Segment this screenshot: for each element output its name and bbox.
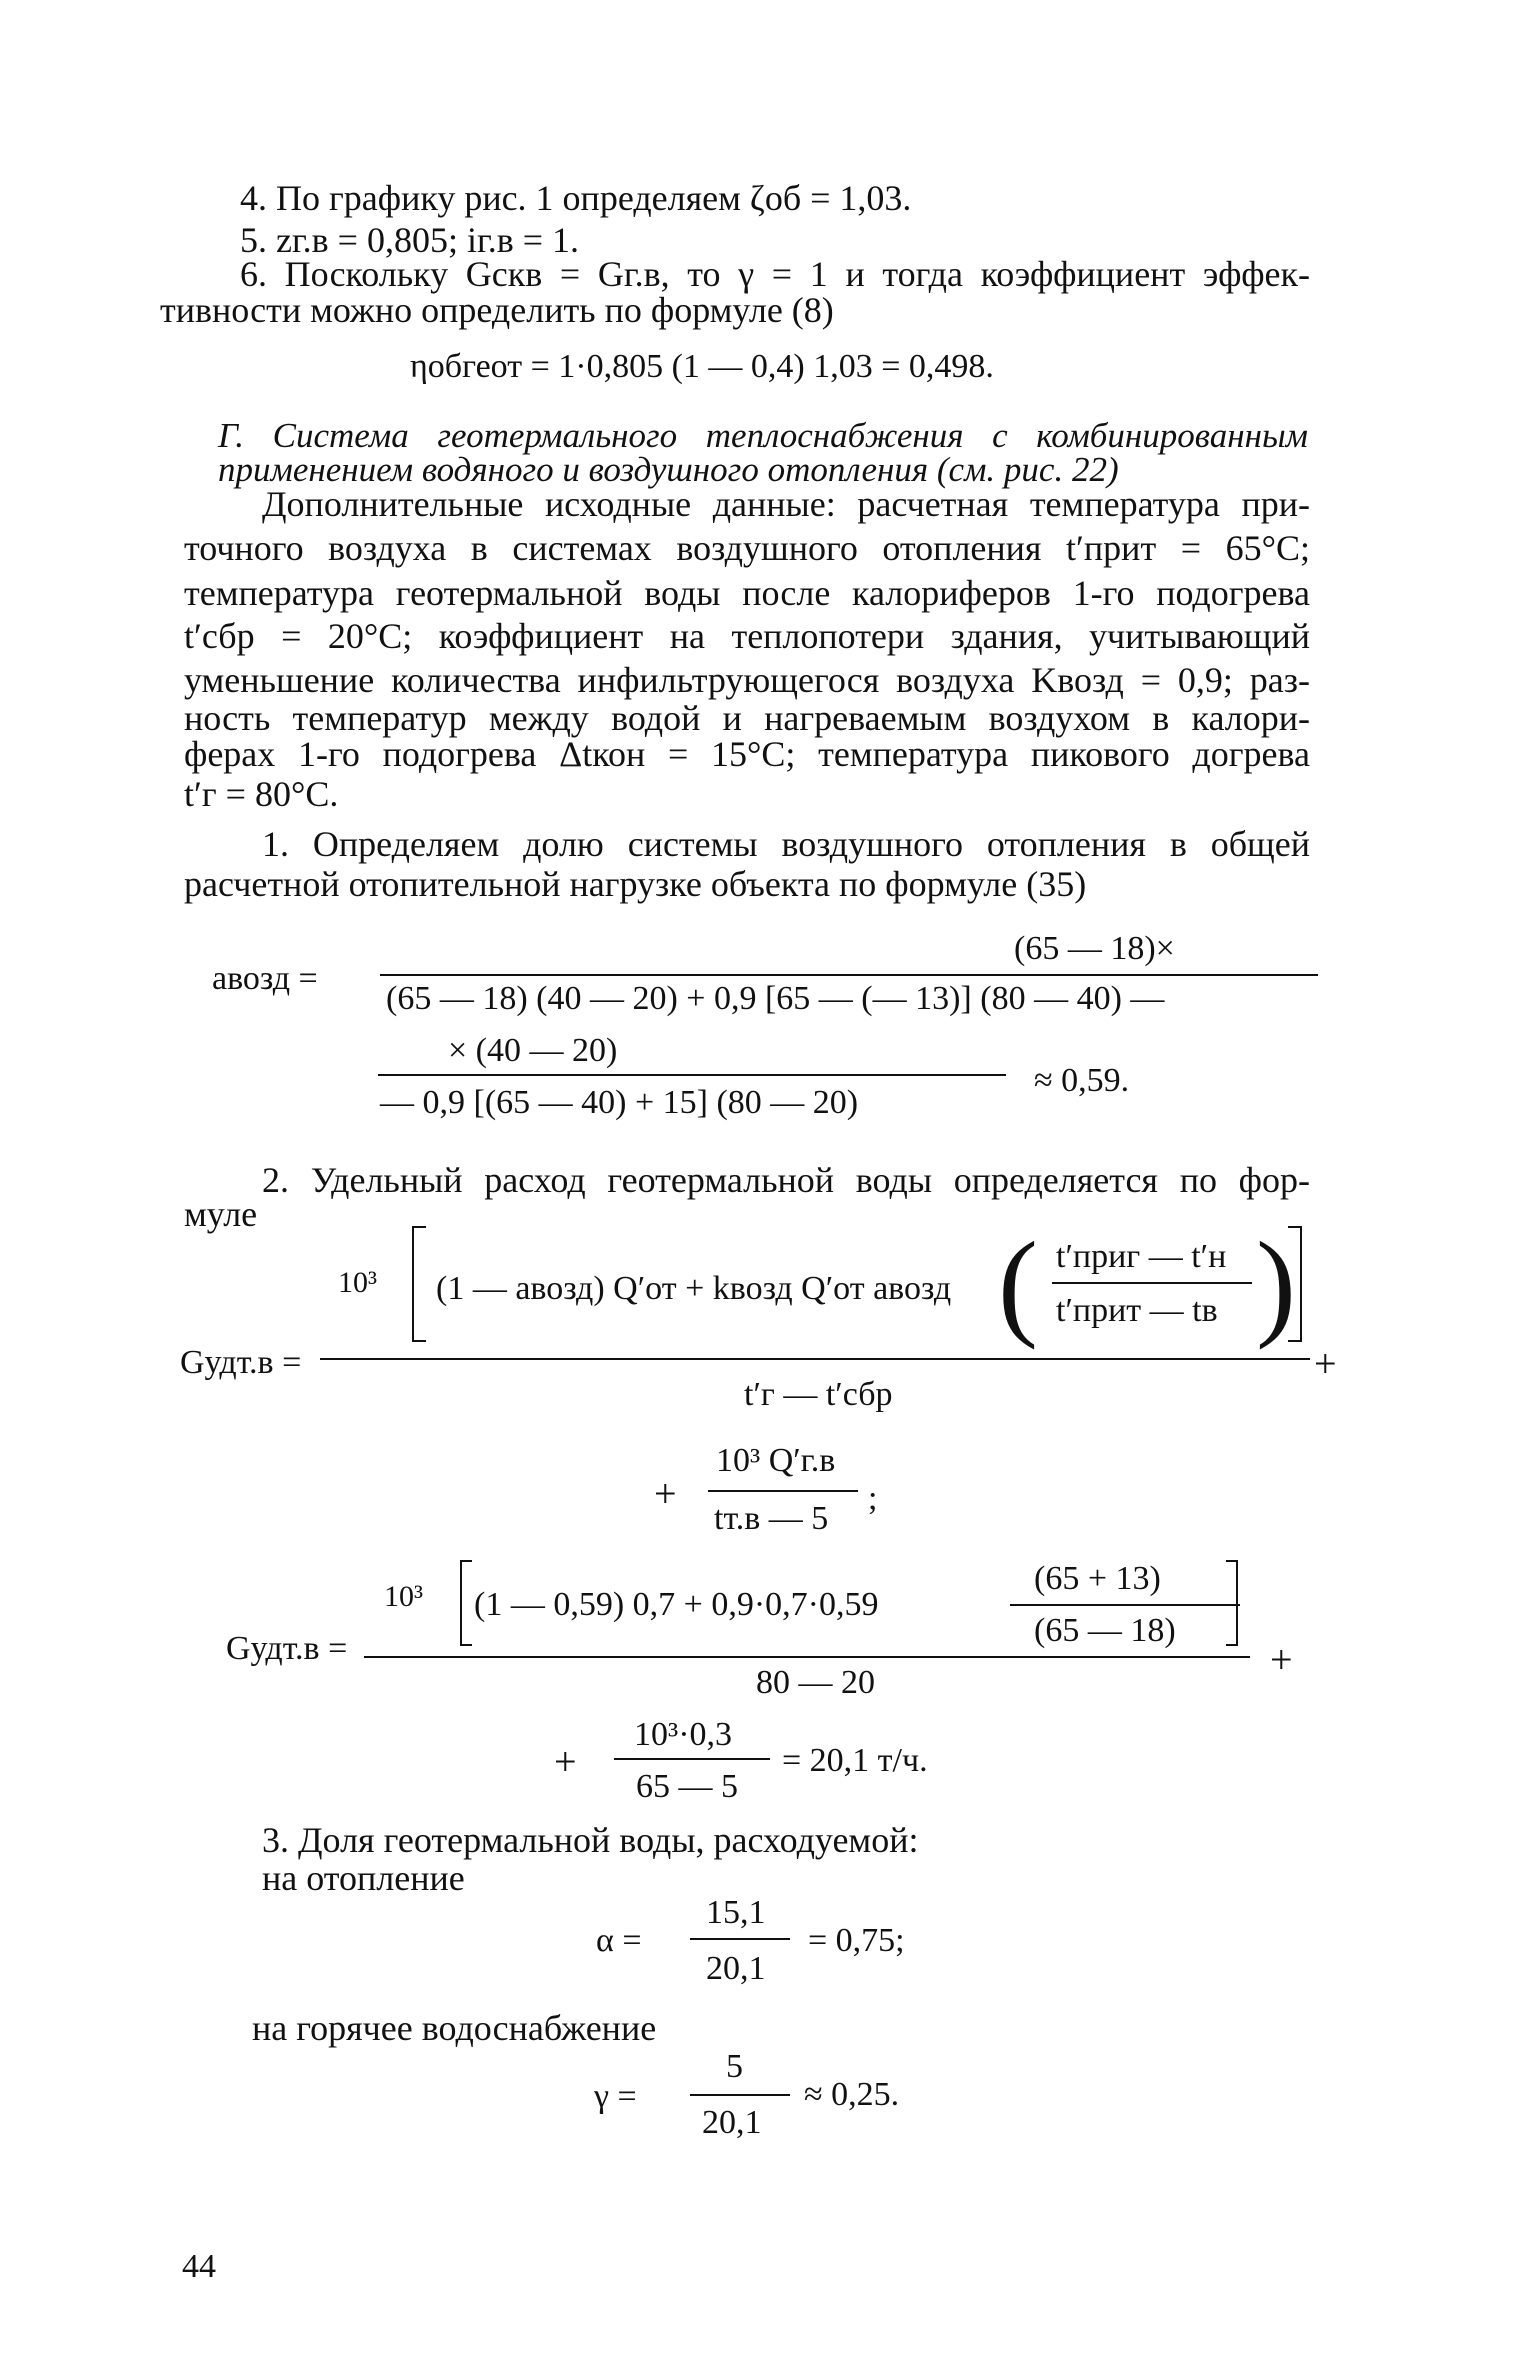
alpha-result: = 0,75; (808, 1922, 905, 1959)
g-ud-calc-left-bracket (460, 1560, 462, 1646)
g-ud-main-fraction-bar (320, 1358, 1310, 1360)
g-ud-left-bracket-top (412, 1226, 426, 1228)
g-ud-term2-plus: + (654, 1471, 677, 1516)
g-ud-calc-term2-plus: + (554, 1739, 577, 1784)
gamma-result: ≈ 0,25. (804, 2076, 900, 2113)
g-ud-lhs: Gудт.в = (180, 1344, 302, 1381)
paragraph-line-7: ферах 1-го подогрева Δtкон = 15°С; температура пикового догрева (184, 734, 1310, 774)
g-ud-term2-bar (708, 1490, 858, 1492)
g-ud-calc-lhs: Gудт.в = (226, 1630, 348, 1667)
paragraph-line-4: t′сбр = 20°С; коэффициент на теплопотери здания, учитывающий (184, 616, 1310, 656)
step-3-line-2: на отопление (262, 1858, 465, 1898)
g-ud-term2-denominator: tт.в — 5 (714, 1500, 829, 1537)
g-ud-right-bracket-bottom (1288, 1340, 1302, 1342)
g-ud-left-bracket (412, 1226, 414, 1342)
g-ud-calc-right-bracket-top (1226, 1560, 1238, 1562)
alpha-numerator: 15,1 (706, 1894, 766, 1931)
g-ud-calc-term2-bar (614, 1758, 770, 1760)
g-ud-calc-main-bar (364, 1656, 1250, 1658)
g-ud-plus: + (1314, 1341, 1337, 1386)
paragraph-line-6: ность температур между водой и нагреваемым воздухом в калори- (184, 698, 1310, 738)
g-ud-calc-inner-bar (1010, 1604, 1240, 1606)
a-vozd-numerator-1: (65 — 18)× (1014, 930, 1175, 967)
alpha-denominator: 20,1 (706, 1950, 766, 1987)
step-1-line-2: расчетной отопительной нагрузке объекта по формуле (35) (184, 864, 1087, 904)
g-ud-calc-coefficient: 10³ (384, 1580, 423, 1613)
section-title-line-2: применением водяного и воздушного отопления (см. рис. 22) (218, 450, 1119, 489)
item-6-line-1: 6. Поскольку Gскв = Gг.в, то γ = 1 и тогда коэффициент эффек- (240, 254, 1310, 294)
g-ud-calc-inner-numerator: (65 + 13) (1034, 1560, 1161, 1597)
gamma-denominator: 20,1 (702, 2104, 762, 2141)
paragraph-line-1: Дополнительные исходные данные: расчетная температура при- (262, 484, 1310, 524)
efficiency-formula: ηобгеот = 1·0,805 (1 — 0,4) 1,03 = 0,498. (410, 348, 994, 385)
g-ud-inner-denominator: t′прит — tв (1056, 1292, 1218, 1329)
g-ud-paren-open: ( (998, 1217, 1038, 1350)
item-4: 4. По графику рис. 1 определяем ζоб = 1,03. (240, 178, 912, 218)
g-ud-paren-close: ) (1256, 1217, 1296, 1350)
g-ud-calc-left-bracket-top (460, 1560, 472, 1562)
g-ud-left-bracket-bottom (412, 1340, 426, 1342)
g-ud-calc-right-bracket-bottom (1226, 1644, 1238, 1646)
a-vozd-fraction-bar-2 (378, 1074, 1006, 1076)
a-vozd-result: ≈ 0,59. (1034, 1062, 1130, 1099)
gamma-numerator: 5 (726, 2048, 743, 2085)
gamma-lhs: γ = (594, 2078, 637, 2115)
g-ud-inner-bar (1052, 1282, 1252, 1284)
g-ud-inner-numerator: t′приг — t′н (1056, 1238, 1227, 1275)
g-ud-calc-right-bracket (1236, 1560, 1238, 1646)
g-ud-calc-plus: + (1270, 1637, 1293, 1682)
step-3-line-1: 3. Доля геотермальной воды, расходуемой: (262, 1820, 919, 1860)
g-ud-right-bracket (1300, 1226, 1302, 1342)
g-ud-bracket-expression: (1 — aвозд) Q′от + kвозд Q′от aвозд (436, 1270, 952, 1307)
a-vozd-fraction-bar-1 (380, 974, 1318, 976)
g-ud-calc-inner-denominator: (65 — 18) (1034, 1612, 1176, 1649)
g-ud-denominator: t′г — t′сбр (744, 1376, 893, 1413)
paragraph-line-8: t′г = 80°С. (184, 774, 339, 814)
step-3-line-3: на горячее водоснабжение (252, 2008, 657, 2048)
g-ud-calc-left-bracket-bottom (460, 1644, 472, 1646)
g-ud-calc-denominator: 80 — 20 (756, 1664, 875, 1701)
a-vozd-denominator-2: — 0,9 [(65 — 40) + 15] (80 — 20) (380, 1084, 859, 1121)
g-ud-right-bracket-top (1288, 1226, 1302, 1228)
g-ud-term2-numerator: 10³ Q′г.в (716, 1442, 836, 1479)
g-ud-coefficient: 10³ (338, 1266, 377, 1299)
page-number: 44 (182, 2248, 216, 2285)
section-title-line-1: Г. Система геотермального теплоснабжения с комбинированным (218, 416, 1308, 455)
step-2-line-2: муле (184, 1194, 258, 1234)
alpha-bar (690, 1938, 790, 1940)
g-ud-calc-expression: (1 — 0,59) 0,7 + 0,9·0,7·0,59 (474, 1586, 879, 1623)
g-ud-calc-term2-numerator: 10³·0,3 (634, 1716, 733, 1753)
paragraph-line-5: уменьшение количества инфильтрующегося воздуха Kвозд = 0,9; раз- (184, 660, 1310, 700)
step-2-line-1: 2. Удельный расход геотермальной воды определяется по фор- (262, 1160, 1310, 1200)
item-5: 5. zг.в = 0,805; iг.в = 1. (240, 220, 579, 260)
a-vozd-numerator-2: × (40 — 20) (448, 1032, 618, 1069)
g-ud-term2-end: ; (868, 1480, 878, 1517)
step-1-line-1: 1. Определяем долю системы воздушного отопления в общей (262, 824, 1310, 864)
a-vozd-lhs: aвозд = (212, 960, 318, 997)
item-6-line-2: тивности можно определить по формуле (8) (160, 290, 834, 330)
a-vozd-denominator-1: (65 — 18) (40 — 20) + 0,9 [65 — (— 13)] (80 — 40) — (386, 980, 1165, 1017)
g-ud-calc-result: = 20,1 т/ч. (782, 1742, 928, 1779)
paragraph-line-2: точного воздуха в системах воздушного отопления t′прит = 65°С; (184, 528, 1310, 568)
paragraph-line-3: температура геотермальной воды после калориферов 1-го подогрева (184, 573, 1310, 613)
alpha-lhs: α = (596, 1922, 642, 1959)
g-ud-calc-term2-denominator: 65 — 5 (636, 1768, 738, 1805)
gamma-bar (690, 2094, 790, 2096)
